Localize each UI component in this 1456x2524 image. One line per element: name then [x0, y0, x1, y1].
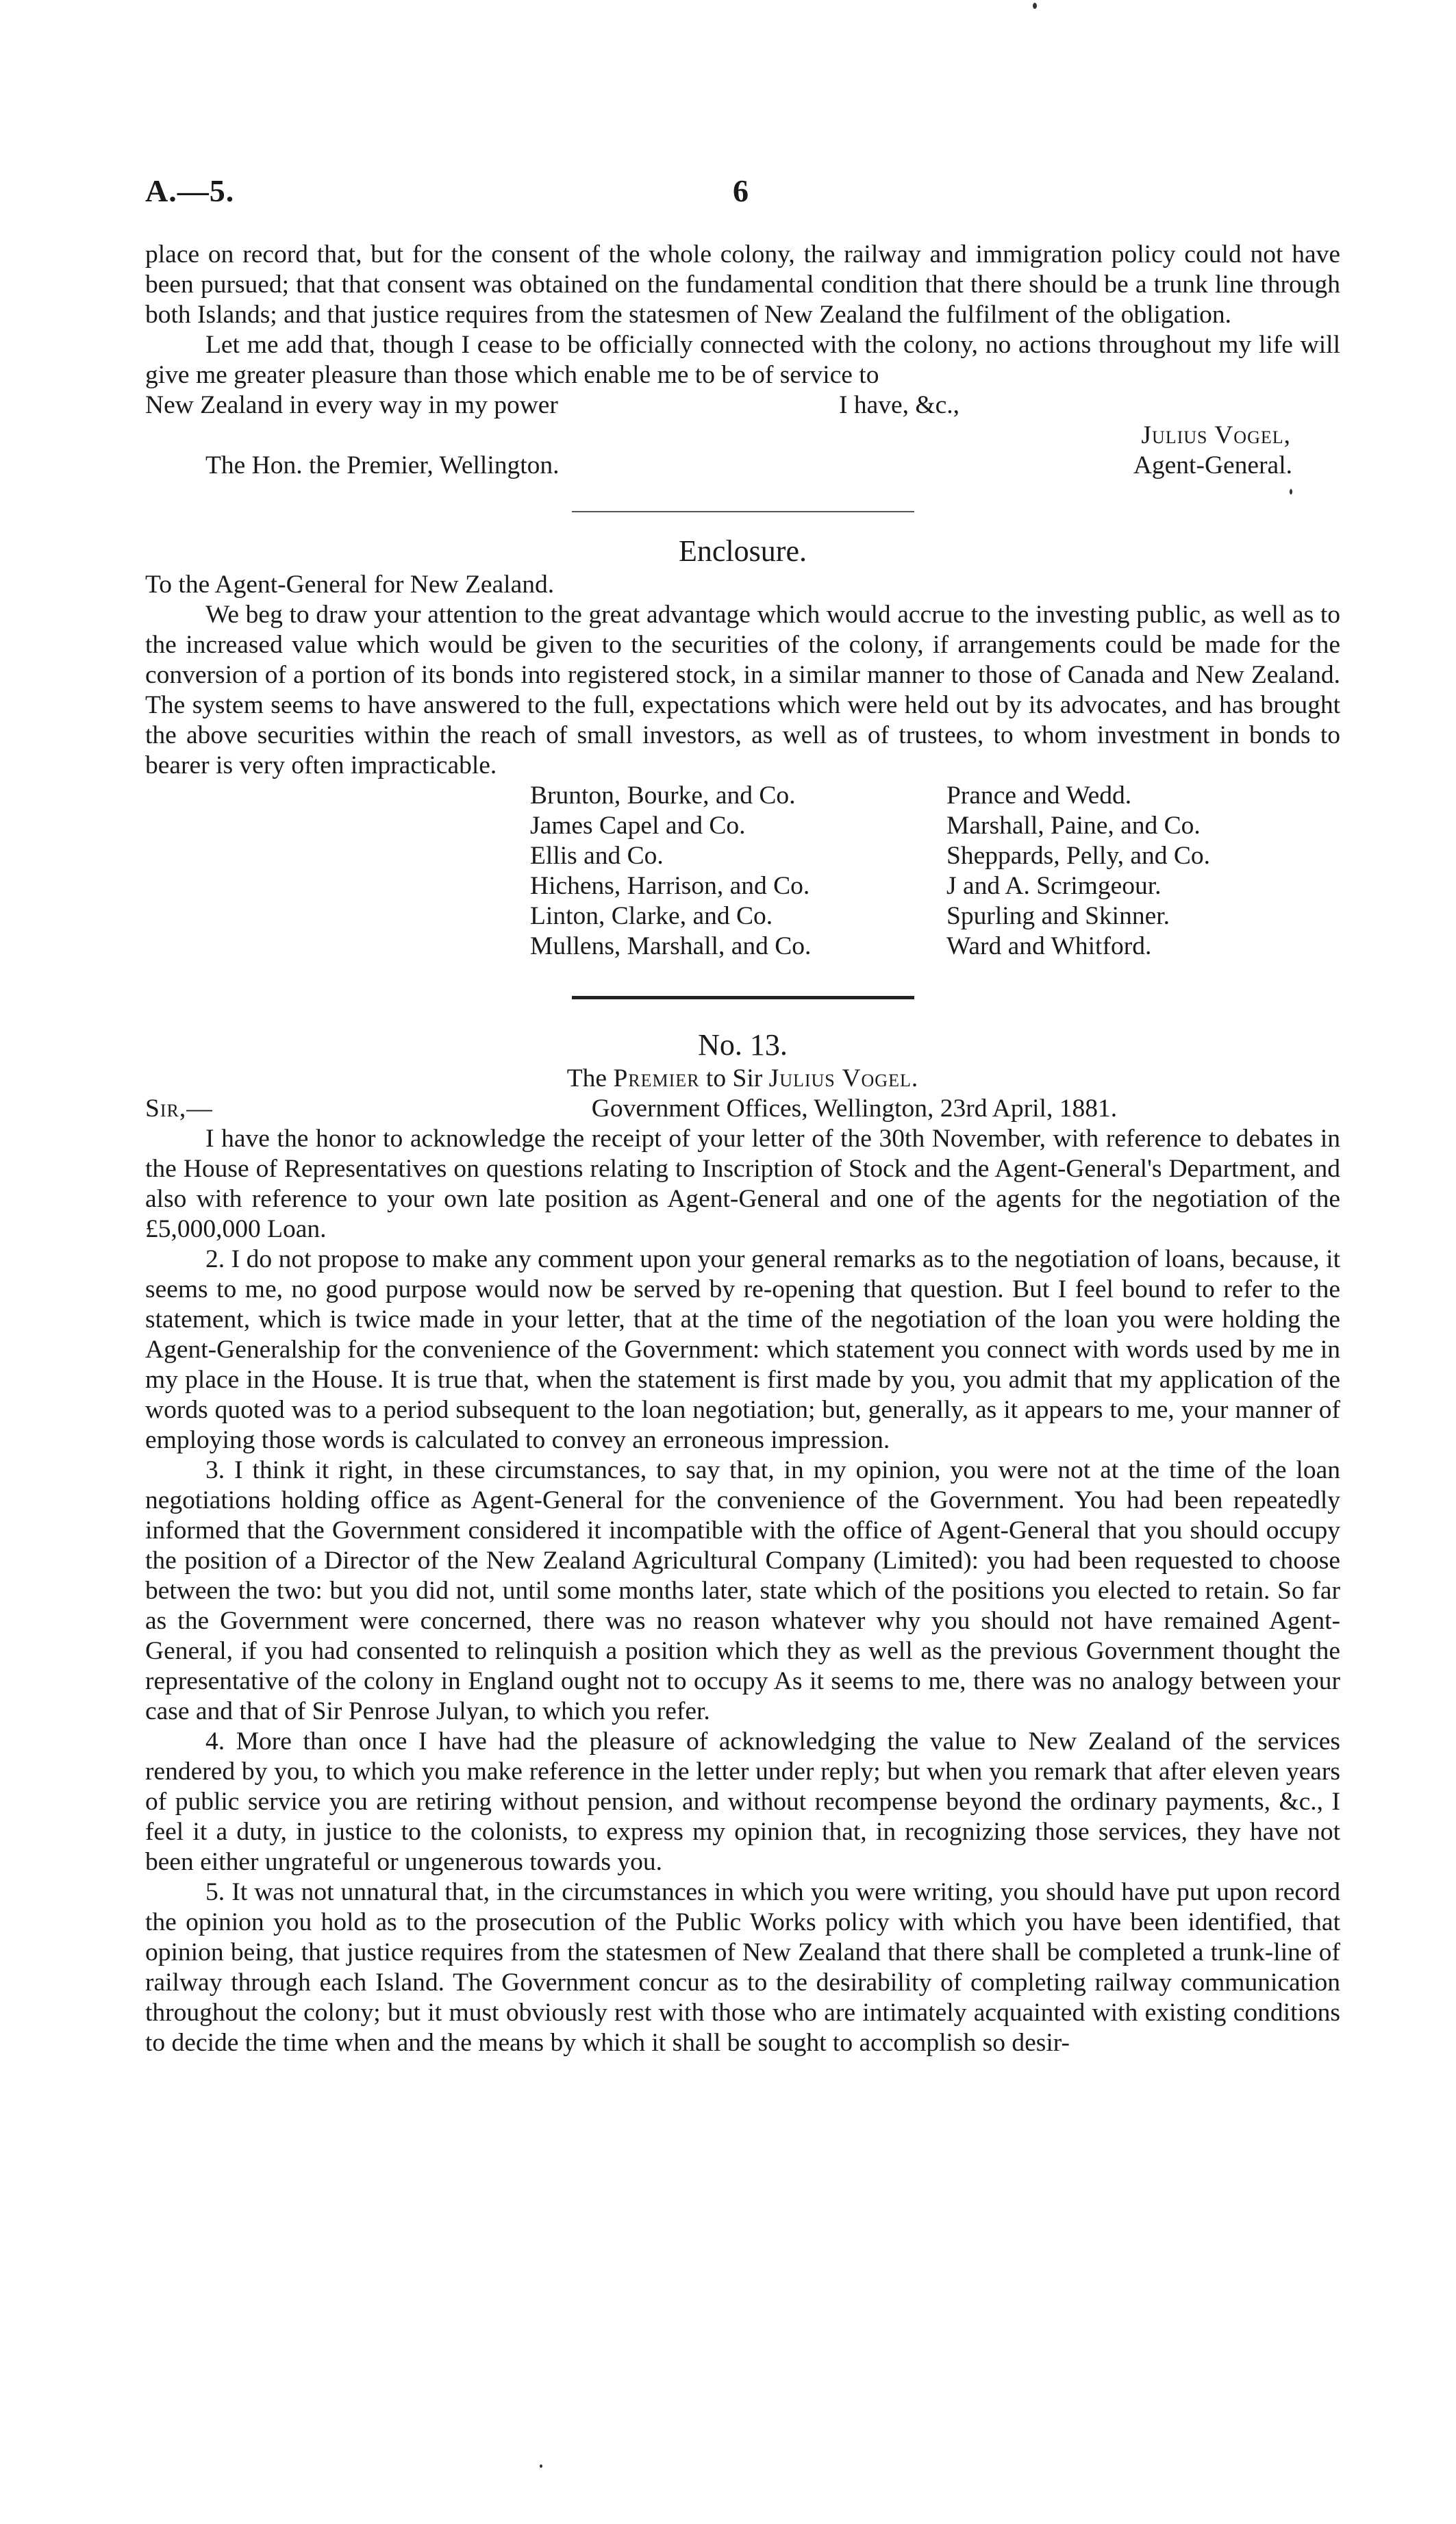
letter-paragraph: I have the honor to acknowledge the receipt of your letter of the 30th November, with reference to debates in the House of Representatives on questions relating to Inscription of Stock and the Agent-General's Department, and also with reference to your own late position as Agent-General and one of the agents for the negotiation of the £5,000,000 Loan. [145, 1125, 1340, 1243]
signatories-left-column [530, 781, 946, 962]
signatory: Brunton, Bourke, and Co. [530, 782, 796, 810]
signatory: Marshall, Paine, and Co. [946, 812, 1201, 840]
signature-line [145, 421, 1340, 451]
letter-paragraph: 4. More than once I have had the pleasure of acknowledging the value to New Zealand of the services rendered by you, to which you make reference in the letter under reply; but when you remark that after eleven years of public service you are retiring without pension, and without recompense beyond the ordinary payments, &c., I feel it a duty, in justice to the colonists, to express my opinion that, in recognizing those services, they have not been either ungrateful or ungenerous towards you. [145, 1727, 1340, 1876]
scan-speck [1033, 3, 1037, 9]
signature-name: Julius Vogel, [1141, 421, 1291, 449]
document-code: A.—5. [145, 173, 235, 208]
title-from: Premier [613, 1064, 700, 1092]
salutation: Sir,— [145, 1095, 213, 1123]
letter-paragraph: 2. I do not propose to make any comment upon your general remarks as to the negotiation of loans, because, it seems to me, no good purpose would now be served by re-opening that question. But I feel bound to refer to the statement, which is twice made in your letter, that at the time of the negotiation of the loan you were holding the Agent-Generalship for the convenience of the Government: which statement you connect with words used by me in my place in the House. It is true that, when the statement is first made by you, you admit that my application of the words quoted was to a period subsequent to the loan negotiation; but, generally, as it appears to me, your manner of employing those words is calculated to convey an erroneous impression. [145, 1245, 1340, 1454]
recipient: The Hon. the Premier, Wellington. [205, 451, 560, 479]
section-divider-thick [572, 996, 914, 999]
page-header [145, 173, 1340, 214]
enclosure-body: We beg to draw your attention to the great advantage which would accrue to the investing public, as well as to the increased value which would be given to the securities of the colony, if arrangements could be made for the conversion of a portion of its bonds into registered stock, in a similar manner to those of Canada and New Zealand. The system seems to have answered to the full, expectations which were held out by its advocates, and has brought the above securities within the reach of small investors, as well as of trustees, to whom investment in bonds to bearer is very often impracticable. [145, 601, 1340, 779]
signatory: Mullens, Marshall, and Co. [530, 932, 812, 960]
letter-paragraph: 5. It was not unnatural that, in the circumstances in which you were writing, you should have put upon record the opinion you hold as to the prosecution of the Public Works policy with which you have been identified, that opinion being, that justice requires from the statesmen of New Zealand that there shall be completed a trunk-line of railway through each Island. The Government concur as to the desirability of completing railway communication throughout the colony; but it must obviously rest with those who are intimately acquainted with existing conditions to decide the time when and the means by which it shall be sought to accomplish so desir- [145, 1878, 1340, 2057]
place-date: Government Offices, Wellington, 23rd April, 1881. [591, 1095, 1118, 1123]
signatory: Hichens, Harrison, and Co. [530, 872, 810, 900]
closing-text: New Zealand in every way in my power [145, 391, 558, 419]
title-mid: to Sir [705, 1064, 763, 1092]
letter-paragraph: Let me add that, though I cease to be officially connected with the colony, no actions throughout my life will give me greater pleasure than those which enable me to be of service to [145, 331, 1340, 389]
salutation-line [145, 1094, 1340, 1124]
signatories [530, 781, 1340, 962]
signatory: Ellis and Co. [530, 842, 664, 870]
signatory: J and A. Scrimgeour. [946, 872, 1162, 900]
closing-formula: I have, &c., [839, 391, 959, 419]
signatories-right-column [946, 781, 1303, 962]
page-body [145, 240, 1340, 2058]
letter-number: No. 13. [698, 1028, 788, 1062]
section-divider [572, 511, 914, 512]
signatory: Linton, Clarke, and Co. [530, 902, 773, 930]
closing-line [145, 390, 1340, 421]
signatory: James Capel and Co. [530, 812, 746, 840]
enclosure-heading: Enclosure. [679, 534, 807, 568]
page-number: 6 [733, 173, 749, 208]
letter-paragraph: place on record that, but for the consent of the whole colony, the railway and immigration policy could not have been pursued; that that consent was obtained on the fundamental condition that there should be a trunk line through both Islands; and that justice requires from the statesmen of New Zealand the fulfilment of the obligation. [145, 240, 1340, 329]
enclosure-addressee: To the Agent-General for New Zealand. [145, 571, 555, 599]
title-pre: The [566, 1064, 607, 1092]
letter-title [145, 1064, 1340, 1094]
signatory: Ward and Whitford. [946, 932, 1152, 960]
scan-speck [540, 2464, 542, 2468]
signature-title: Agent-General. [1133, 451, 1292, 479]
letter-paragraph: 3. I think it right, in these circumstances, to say that, in my opinion, you were not at the time of the loan negotiations holding office as Agent-General for the convenience of the Government. You had been repeatedly informed that the Government considered it incompatible with the office of Agent-General that you should occupy the position of a Director of the New Zealand Agricultural Company (Limited): you had been requested to choose between the two: but you did not, until some months later, state which of the positions you elected to retain. So far as the Government were concerned, there was no reason whatever why you should not have remained Agent-General, if you had consented to relinquish a position which they as well as the previous Government thought the representative of the colony in England ought not to occupy As it seems to me, there was no analogy between your case and that of Sir Penrose Julyan, to which you refer. [145, 1456, 1340, 1725]
signatory: Sheppards, Pelly, and Co. [946, 842, 1211, 870]
recipient-line [145, 451, 1340, 481]
title-to: Julius Vogel. [768, 1064, 919, 1092]
signatory: Spurling and Skinner. [946, 902, 1170, 930]
signatory: Prance and Wedd. [946, 782, 1132, 810]
